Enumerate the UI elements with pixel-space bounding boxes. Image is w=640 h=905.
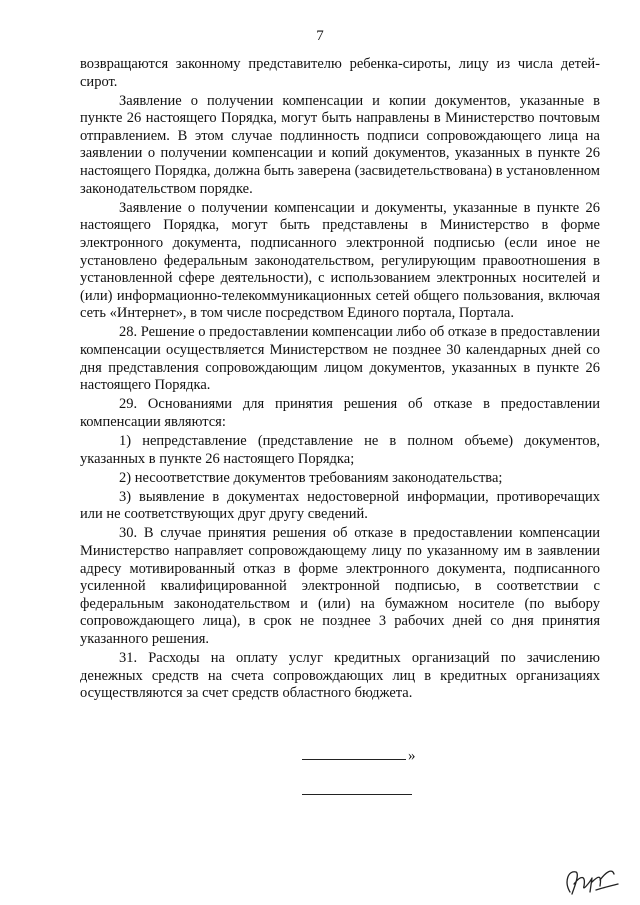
paragraph-item-30: 30. В случае принятия решения об отказе в предоставлении компенсации Министерство направляет сопровождающему лицу по указанному им в заявлении адресу мотивированный отказ в форме электронного документа, подписанного усиленной квалифицированной электронной подписью, в соответствии с федеральным законодательством и (или) на бумажном носителе (по выбору сопровождающего лица), в срок не позднее 3 рабочих дней со дня принятия указанного решения. [80,525,600,647]
paragraph-item-29: 29. Основаниями для принятия решения об отказе в предоставлении компенсации являются: [80,396,600,430]
separator-line [302,794,412,795]
closing-underline [302,759,406,760]
paragraph-item-28: 28. Решение о предоставлении компенсации либо об отказе в предоставлении компенсации осуществляется Министерством не позднее 30 календарных дней со дня представления сопровождающим лицом документов, указанных в пункте 26 настоящего Порядка. [80,324,600,394]
paragraph-item-29-2: 2) несоответствие документов требованиям законодательства; [119,469,503,486]
paragraph-item-31: 31. Расходы на оплату услуг кредитных организаций по зачислению денежных средств на счета сопровождающих лиц в кредитных организациях осуществляются за счет средств областного бюджета. [80,650,600,702]
paragraph-postal-submission: Заявление о получении компенсации и копии документов, указанные в пункте 26 настоящего Порядка, могут быть направлены в Министерство почтовым отправлением. В этом случае подлинность подписи сопровождающего лица на заявлении о получении компенсации и копий документов, указанных в пункте 26 настоящего Порядка, должна быть заверена (засвидетельствована) в установленном законодательством порядке. [80,92,600,197]
document-body [80,56,600,704]
paragraph-continuation: возвращаются законному представителю ребенка-сироты, лицу из числа детей-сирот. [80,56,600,90]
page-number: 7 [316,28,324,44]
closing-quote: » [408,748,416,764]
paragraph-item-29-3: 3) выявление в документах недостоверной информации, противоречащих или не соответствующих друг другу сведений. [80,488,600,523]
paragraph-electronic-submission: Заявление о получении компенсации и документы, указанные в пункте 26 настоящего Порядка, могут быть представлены в Министерство в форме электронного документа, подписанного электронной подписью (если иное не установлено федеральным законодательством, регулирующим правоотношения в установленной сфере деятельности), с использованием электронных носителей и (или) информационно-телекоммуникационных сетей общего пользования, включая сеть «Интернет», в том числе посредством Единого портала, Портала. [80,199,600,322]
paragraph-item-29-1: 1) непредставление (представление не в полном объеме) документов, указанных в пункте 26 настоящего Порядка; [80,432,600,467]
handwritten-signature [560,862,620,902]
closing-mark [302,748,416,765]
